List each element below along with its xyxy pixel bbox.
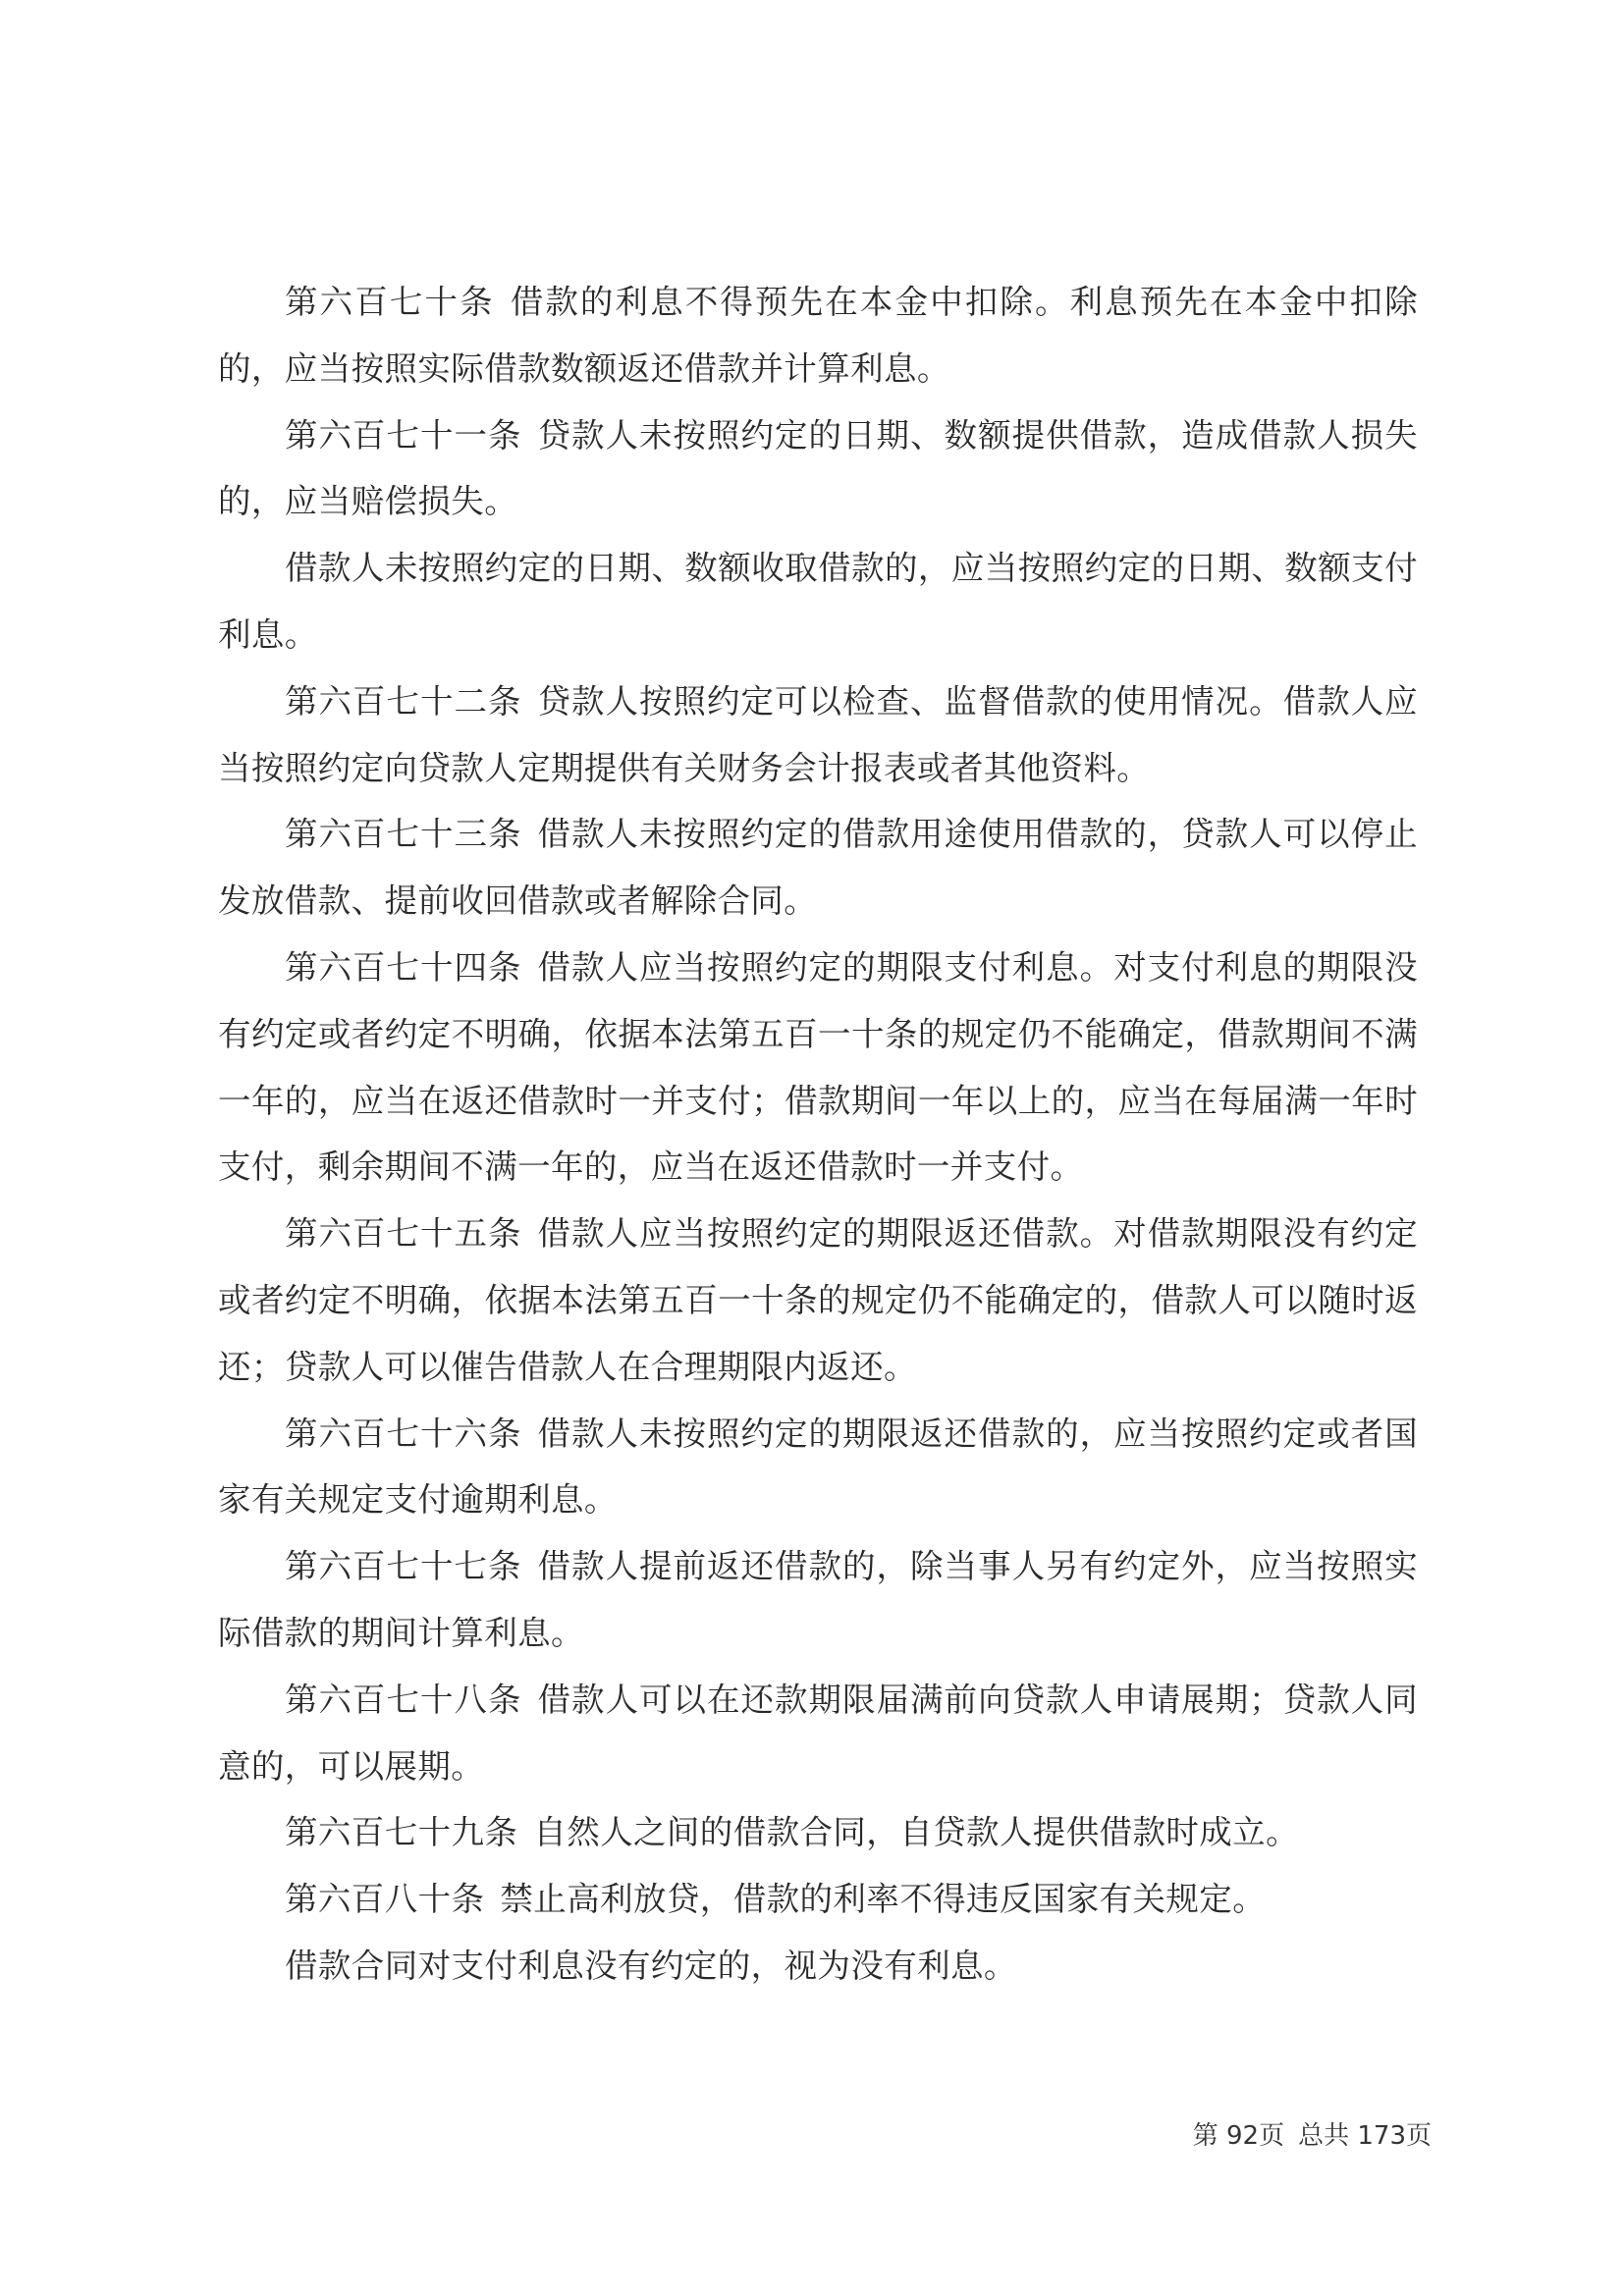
article-text: 借款人未按照约定的借款用途使用借款的，贷款人可以停止发放借款、提前收回借款或者解除合同。 <box>218 815 1418 921</box>
article-number: 第六百七十九条 <box>285 1813 518 1852</box>
article-680 <box>218 1866 1418 1933</box>
article-676 <box>218 1401 1418 1534</box>
article-677 <box>218 1533 1418 1667</box>
article-number: 第六百七十五条 <box>285 1214 522 1254</box>
article-text: 借款人未按照约定的期限返还借款的，应当按照约定或者国家有关规定支付逾期利息。 <box>218 1414 1418 1520</box>
article-680-para-2 <box>218 1933 1418 2000</box>
page-footer <box>1193 2119 1432 2153</box>
article-675 <box>218 1201 1418 1400</box>
article-text: 借款合同对支付利息没有约定的，视为没有利息。 <box>285 1946 1017 1985</box>
article-text: 禁止高利放贷，借款的利率不得违反国家有关规定。 <box>500 1880 1267 1919</box>
article-text: 贷款人未按照约定的日期、数额提供借款，造成借款人损失的，应当赔偿损失。 <box>218 415 1418 521</box>
article-number: 第六百七十三条 <box>285 815 522 854</box>
article-670 <box>218 269 1418 402</box>
article-number: 第六百七十二条 <box>285 681 522 721</box>
article-674 <box>218 934 1418 1201</box>
article-number: 第六百七十条 <box>285 283 495 321</box>
page-number: 第 92页 <box>1192 2121 1285 2151</box>
article-text: 借款人未按照约定的日期、数额收取借款的，应当按照约定的日期、数额支付利息。 <box>218 549 1418 654</box>
article-671-para-2 <box>218 535 1418 668</box>
article-text: 贷款人按照约定可以检查、监督借款的使用情况。借款人应当按照约定向贷款人定期提供有关财务会计报表或者其他资料。 <box>218 681 1418 787</box>
article-673 <box>218 801 1418 934</box>
article-text: 借款人提前返还借款的，除当事人另有约定外，应当按照实际借款的期间计算利息。 <box>218 1547 1418 1652</box>
body-text <box>218 269 1418 2000</box>
article-number: 第六百七十七条 <box>285 1547 522 1586</box>
article-678 <box>218 1667 1418 1800</box>
article-number: 第六百八十条 <box>285 1880 485 1919</box>
article-text: 借款人可以在还款期限届满前向贷款人申请展期；贷款人同意的，可以展期。 <box>218 1680 1418 1786</box>
article-text: 自然人之间的借款合同，自贷款人提供借款时成立。 <box>533 1813 1300 1852</box>
article-679 <box>218 1799 1418 1866</box>
article-text: 借款的利息不得预先在本金中扣除。利息预先在本金中扣除的，应当按照实际借款数额返还借款并计算利息。 <box>218 283 1418 388</box>
total-pages: 总共 173页 <box>1298 2121 1432 2151</box>
article-text: 借款人应当按照约定的期限支付利息。对支付利息的期限没有约定或者约定不明确，依据本法第五百一十条的规定仍不能确定，借款期间不满一年的，应当在返还借款时一并支付；借款期间一年以上的，应当在每届满一年时支付，剩余期间不满一年的，应当在返还借款时一并支付。 <box>218 947 1418 1187</box>
article-number: 第六百七十八条 <box>285 1680 522 1719</box>
article-number: 第六百七十六条 <box>285 1414 522 1453</box>
article-number: 第六百七十一条 <box>285 415 522 454</box>
article-671 <box>218 402 1418 536</box>
article-text: 借款人应当按照约定的期限返还借款。对借款期限没有约定或者约定不明确，依据本法第五百一十条的规定仍不能确定的，借款人可以随时返还；贷款人可以催告借款人在合理期限内返还。 <box>218 1214 1418 1386</box>
article-number: 第六百七十四条 <box>285 947 522 987</box>
article-672 <box>218 668 1418 802</box>
